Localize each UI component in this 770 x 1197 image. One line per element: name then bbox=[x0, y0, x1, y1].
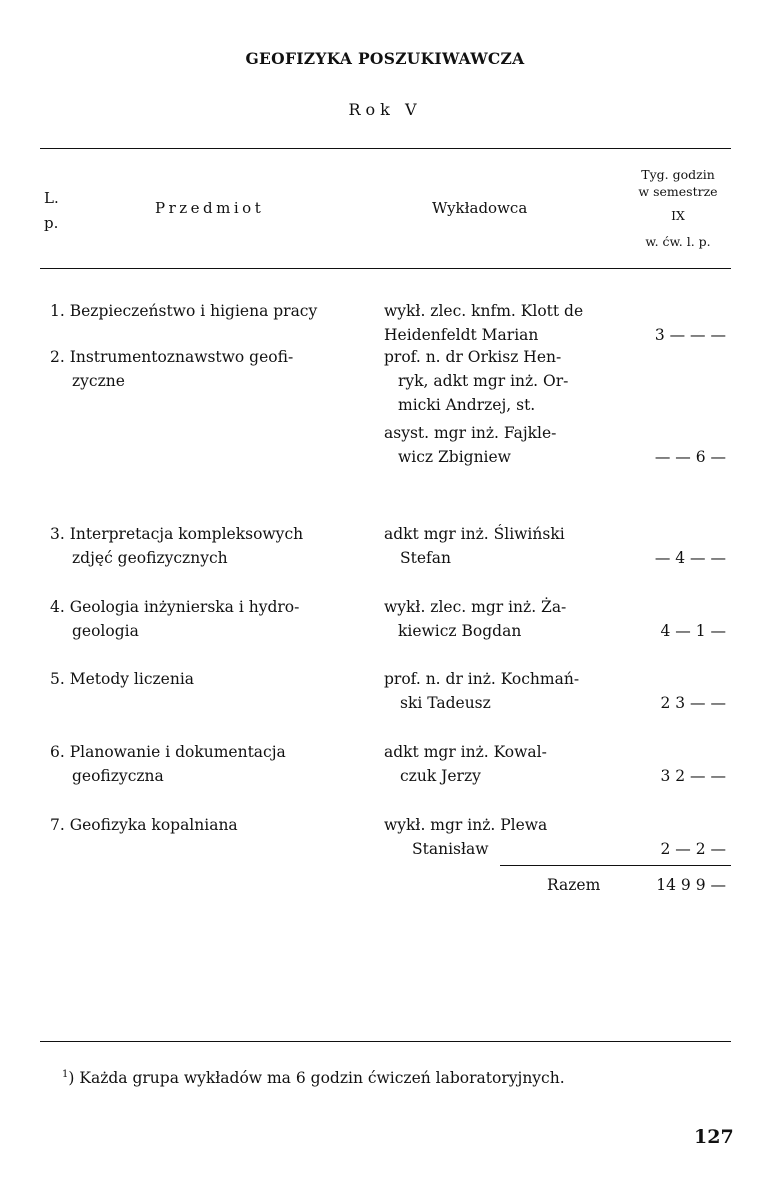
row-lecturer: wykł. zlec. mgr inż. Ża- bbox=[384, 598, 567, 616]
footnote-rule bbox=[40, 1041, 731, 1042]
row-hours: — — 6 — bbox=[654, 448, 726, 466]
page-number: 127 bbox=[694, 1126, 734, 1148]
row-lecturer: wykł. mgr inż. Plewa bbox=[384, 816, 548, 834]
row-hours: 2 — 2 — bbox=[660, 840, 726, 858]
row-lecturer: Stefan bbox=[400, 549, 451, 567]
total-hours: 14 9 9 — bbox=[656, 876, 726, 894]
row-subject: 6. Planowanie i dokumentacja bbox=[50, 743, 286, 761]
row-lecturer: micki Andrzej, st. bbox=[398, 396, 536, 414]
footnote: $^1$) Każda grupa wykładów ma 6 godzin ćwiczeń laboratoryjnych. bbox=[62, 1069, 565, 1088]
row-lecturer: czuk Jerzy bbox=[400, 767, 481, 785]
row-lecturer: kiewicz Bogdan bbox=[398, 622, 522, 640]
col-lp-line1: L. bbox=[44, 189, 59, 207]
footnote-text: Każda grupa wykładów ma 6 godzin ćwiczeń laboratoryjnych. bbox=[79, 1069, 565, 1088]
row-lecturer: wykł. zlec. knfm. Klott de bbox=[384, 302, 584, 320]
page-subtitle: Rok V bbox=[348, 100, 422, 119]
row-lecturer: adkt mgr inż. Śliwiński bbox=[384, 525, 565, 543]
col-hours-line1: Tyg. godzin bbox=[641, 167, 715, 182]
col-hours-line3: IX bbox=[671, 208, 685, 223]
col-subject: Przedmiot bbox=[155, 199, 265, 217]
row-lecturer: Heidenfeldt Marian bbox=[384, 326, 539, 344]
col-hours-line2: w semestrze bbox=[638, 184, 718, 199]
row-subject: 5. Metody liczenia bbox=[50, 670, 195, 688]
row-subject: 2. Instrumentoznawstwo geofi- bbox=[50, 348, 294, 366]
row-hours: 3 2 — — bbox=[660, 767, 726, 785]
table-header-rule bbox=[40, 268, 731, 269]
row-subject: 3. Interpretacja kompleksowych bbox=[50, 525, 304, 543]
row-lecturer: ski Tadeusz bbox=[400, 694, 491, 712]
total-rule bbox=[500, 865, 731, 866]
table-top-rule bbox=[40, 148, 731, 149]
row-hours: 3 — — — bbox=[654, 326, 726, 344]
row-hours: — 4 — — bbox=[654, 549, 726, 567]
row-lecturer: prof. n. dr Orkisz Hen- bbox=[384, 348, 562, 366]
row-lecturer: Stanisław bbox=[412, 840, 489, 858]
row-subject: 1. Bezpieczeństwo i higiena pracy bbox=[50, 302, 318, 320]
row-hours: 4 — 1 — bbox=[660, 622, 726, 640]
row-lecturer: prof. n. dr inż. Kochmań- bbox=[384, 670, 580, 688]
row-lecturer: wicz Zbigniew bbox=[398, 448, 511, 466]
row-subject: 7. Geofizyka kopalniana bbox=[50, 816, 238, 834]
col-hours-line4: w. ćw. l. p. bbox=[645, 234, 711, 249]
total-label: Razem bbox=[547, 876, 601, 894]
page-title: GEOFIZYKA POSZUKIWAWCZA bbox=[245, 49, 525, 68]
row-lecturer: ryk, adkt mgr inż. Or- bbox=[398, 372, 569, 390]
row-subject: 4. Geologia inżynierska i hydro- bbox=[50, 598, 300, 616]
row-lecturer: asyst. mgr inż. Fajkle- bbox=[384, 424, 557, 442]
row-subject: geologia bbox=[72, 622, 139, 640]
row-subject: zdjęć geofizycznych bbox=[72, 549, 228, 567]
row-subject: geofizyczna bbox=[72, 767, 164, 785]
footnote-marker: 1 bbox=[62, 1069, 69, 1080]
row-hours: 2 3 — — bbox=[660, 694, 726, 712]
col-lecturer: Wykładowca bbox=[432, 199, 528, 217]
row-subject: zyczne bbox=[72, 372, 125, 390]
row-lecturer: adkt mgr inż. Kowal- bbox=[384, 743, 547, 761]
col-lp-line2: p. bbox=[44, 214, 59, 232]
